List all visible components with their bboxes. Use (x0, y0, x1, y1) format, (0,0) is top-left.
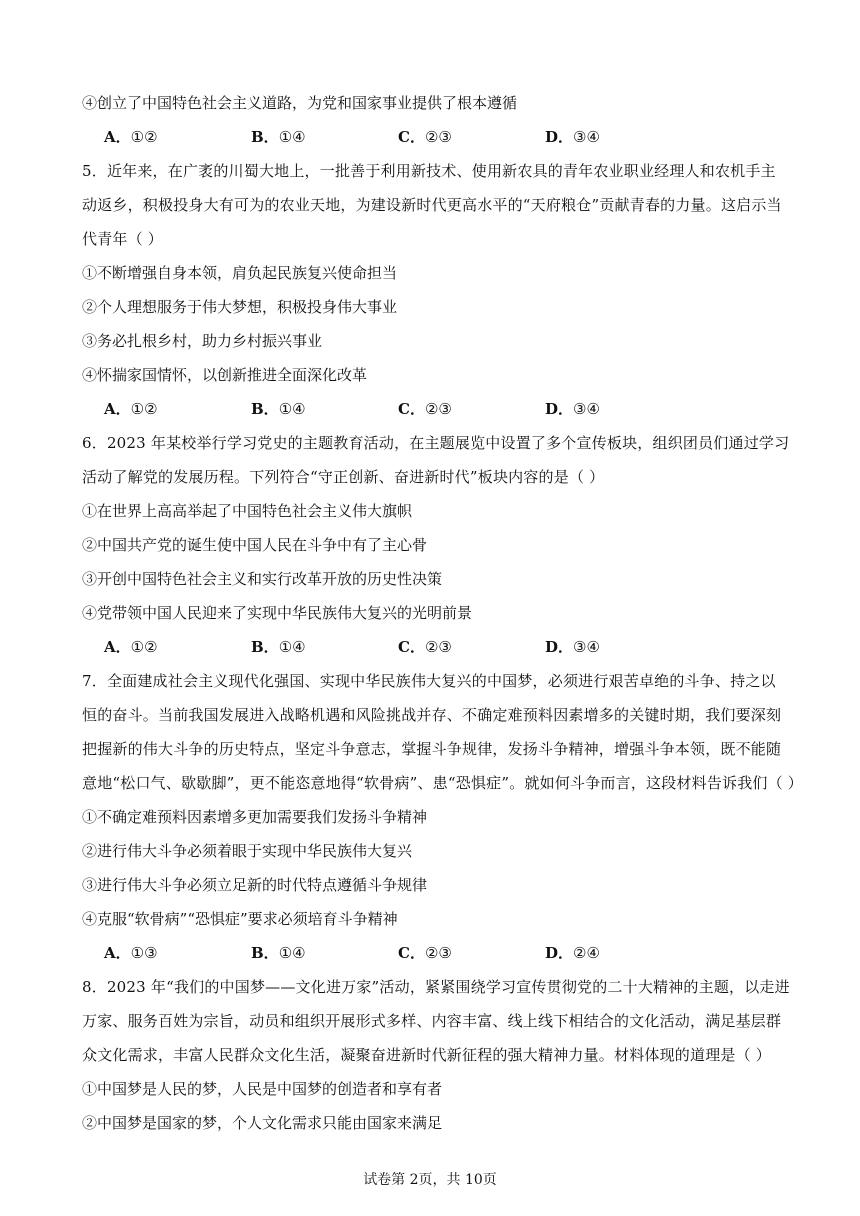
q8-stem-line: 8．2023 年“我们的中国梦——文化进万家”活动，紧紧围绕学习宣传贯彻党的二十大精神的主题，以走进 (82, 978, 790, 996)
q5-item-1: ①不断增强自身本领，肩负起民族复兴使命担当 (82, 264, 398, 282)
q4-options (82, 120, 782, 154)
q8-stem-line: 万家、服务百姓为宗旨，动员和组织开展形式多样、内容丰富、线上线下相结合的文化活动，满足基层群 (82, 1012, 782, 1030)
q8-item-2: ②中国梦是国家的梦，个人文化需求只能由国家来满足 (82, 1114, 443, 1132)
q5-stem-line: 动返乡，积极投身大有可为的农业天地，为建设新时代更高水平的“天府粮仓”贡献青春的力量。这启示当 (82, 196, 782, 214)
q5-option-a: A．①② (104, 400, 158, 418)
q6-item-4: ④党带领中国人民迎来了实现中华民族伟大复兴的光明前景 (82, 604, 473, 622)
q7-option-b: B．①④ (251, 944, 306, 962)
q5-option-b: B．①④ (251, 400, 306, 418)
q6-option-a: A．①② (104, 638, 158, 656)
q5-stem-line: 代青年（ ） (82, 230, 163, 248)
q6-option-b: B．①④ (251, 638, 306, 656)
q7-item-4: ④克服“软骨病”“恐惧症”要求必须培育斗争精神 (82, 910, 398, 928)
page-footer: 试卷第 2页，共 10页 (363, 1172, 497, 1188)
q4-option-b: B．①④ (251, 128, 306, 146)
q6-options (82, 630, 782, 664)
q8-stem-line: 众文化需求，丰富人民群众文化生活，凝聚奋进新时代新征程的强大精神力量。材料体现的道理是（ ） (82, 1046, 771, 1064)
question-7 (82, 664, 803, 970)
q6-item-3: ③开创中国特色社会主义和实行改革开放的历史性决策 (82, 570, 443, 588)
q7-stem-line: 把握新的伟大斗争的历史特点，坚定斗争意志，掌握斗争规律，发扬斗争精神，增强斗争本领，既不能随 (82, 740, 782, 758)
question-6 (82, 426, 790, 664)
q7-stem-line: 恒的奋斗。当前我国发展进入战略机遇和风险挑战并存、不确定难预料因素增多的关键时期，我们要深刻 (82, 706, 782, 724)
q6-item-2: ②中国共产党的诞生使中国人民在斗争中有了主心骨 (82, 536, 428, 554)
q7-item-1: ①不确定难预料因素增多更加需要我们发扬斗争精神 (82, 808, 428, 826)
q6-option-d: D．③④ (545, 638, 600, 656)
question-8 (82, 970, 790, 1140)
q6-item-1: ①在世界上高高举起了中国特色社会主义伟大旗帜 (82, 502, 413, 520)
q7-option-c: C．②③ (398, 944, 452, 962)
q7-options (82, 936, 782, 970)
q4-item-4: ④创立了中国特色社会主义道路，为党和国家事业提供了根本遵循 (82, 94, 518, 112)
q7-option-a: A．①③ (104, 944, 158, 962)
q7-stem-line: 7．全面建成社会主义现代化强国、实现中华民族伟大复兴的中国梦，必须进行艰苦卓绝的斗争、持之以 (82, 672, 776, 690)
q5-options (82, 392, 782, 426)
q6-option-c: C．②③ (398, 638, 452, 656)
q5-option-d: D．③④ (545, 400, 600, 418)
q5-item-2: ②个人理想服务于伟大梦想，积极投身伟大事业 (82, 298, 398, 316)
q5-stem-line: 5．近年来，在广袤的川蜀大地上，一批善于利用新技术、使用新农具的青年农业职业经理人和农机手主 (82, 162, 776, 180)
q6-stem-line: 活动了解党的发展历程。下列符合“守正创新、奋进新时代”板块内容的是（ ） (82, 468, 605, 486)
q7-item-2: ②进行伟大斗争必须着眼于实现中华民族伟大复兴 (82, 842, 413, 860)
q5-item-4: ④怀揣家国情怀，以创新推进全面深化改革 (82, 366, 368, 384)
q7-item-3: ③进行伟大斗争必须立足新的时代特点遵循斗争规律 (82, 876, 428, 894)
question-5 (82, 154, 782, 426)
q8-item-1: ①中国梦是人民的梦，人民是中国梦的创造者和享有者 (82, 1080, 443, 1098)
q5-option-c: C．②③ (398, 400, 452, 418)
q7-option-d: D．②④ (545, 944, 600, 962)
exam-page (82, 86, 803, 1140)
q7-stem-line: 意地“松口气、歇歇脚”，更不能恣意地得“软骨病”、患“恐惧症”。就如何斗争而言，这段材料告诉我们（ ） (82, 774, 803, 792)
q5-item-3: ③务必扎根乡村，助力乡村振兴事业 (82, 332, 323, 350)
q4-option-d: D．③④ (545, 128, 600, 146)
q4-option-a: A．①② (104, 128, 158, 146)
q6-stem-line: 6．2023 年某校举行学习党史的主题教育活动，在主题展览中设置了多个宣传板块，组织团员们通过学习 (82, 434, 790, 452)
q4-option-c: C．②③ (398, 128, 452, 146)
